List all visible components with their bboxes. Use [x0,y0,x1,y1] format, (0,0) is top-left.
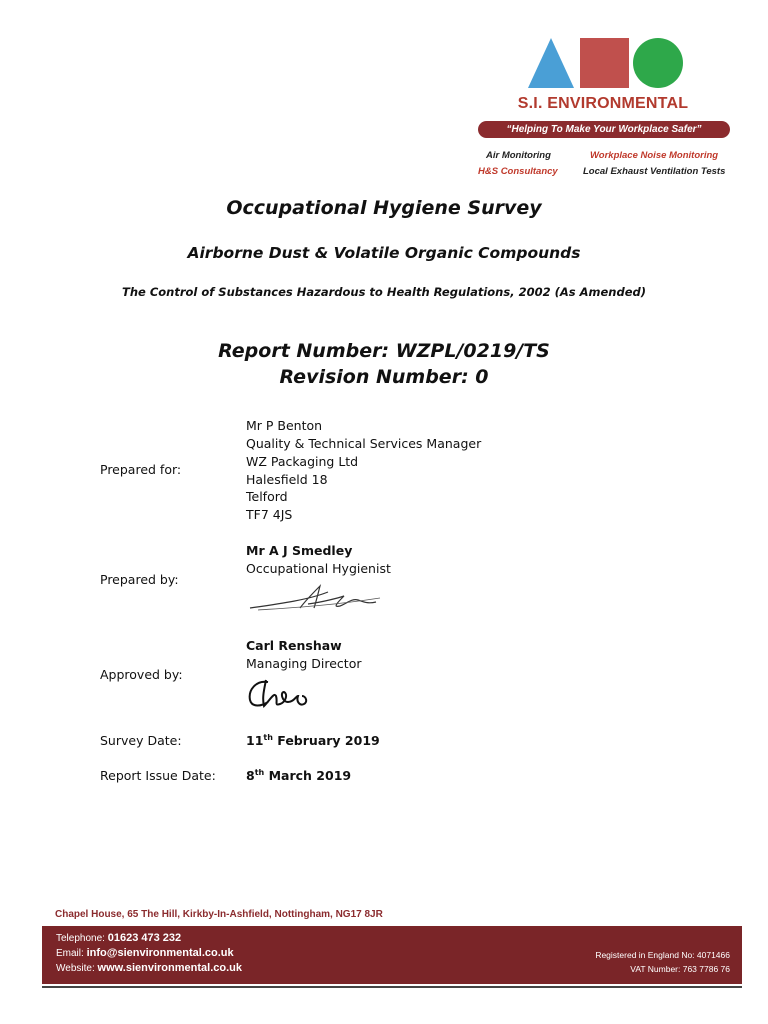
approved-by-label: Approved by: [100,667,183,682]
survey-date-value: 11th February 2019 [246,733,380,749]
logo-triangle [528,38,574,88]
footer-telephone: Telephone: 01623 473 232 [56,932,182,944]
company-logo-shapes [527,36,687,90]
prepared-by-name: Mr A J Smedley [246,543,353,558]
prepared-for-company: WZ Packaging Ltd [246,454,359,469]
service-air-monitoring: Air Monitoring [486,150,551,161]
company-slogan: “Helping To Make Your Workplace Safer” [478,121,730,138]
service-lev-tests: Local Exhaust Ventilation Tests [583,166,726,177]
prepared-for-town: Telford [246,489,288,504]
regulation-reference: The Control of Substances Hazardous to Health Regulations, 2002 (As Amended) [122,285,646,299]
document-title: Occupational Hygiene Survey [226,197,542,219]
footer-contact-band [42,926,742,984]
footer-registration: Registered in England No: 4071466 [595,950,730,960]
prepared-for-title: Quality & Technical Services Manager [246,436,482,451]
company-name: S.I. ENVIRONMENTAL [517,95,689,112]
document-subtitle: Airborne Dust & Volatile Organic Compounds [187,244,581,262]
logo-square [580,38,629,88]
footer-vat: VAT Number: 763 7786 76 [630,964,730,974]
approved-by-name: Carl Renshaw [246,638,342,653]
prepared-by-signature [248,582,382,612]
revision-number: Revision Number: 0 [279,366,489,388]
footer-email[interactable]: Email: info@sienvironmental.co.uk [56,947,234,959]
report-number: Report Number: WZPL/0219/TS [218,340,550,362]
approved-by-role: Managing Director [246,656,362,671]
logo-circle [633,38,683,88]
survey-date-label: Survey Date: [100,733,182,748]
service-hs-consultancy: H&S Consultancy [478,166,558,177]
footer-divider [42,986,742,988]
footer-website[interactable]: Website: www.sienvironmental.co.uk [56,962,242,974]
prepared-for-postcode: TF7 4JS [246,507,293,522]
prepared-for-label: Prepared for: [100,462,182,477]
approved-by-signature [246,676,310,710]
prepared-for-name: Mr P Benton [246,418,323,433]
prepared-by-role: Occupational Hygienist [246,561,391,576]
prepared-by-label: Prepared by: [100,572,179,587]
service-noise-monitoring: Workplace Noise Monitoring [590,150,719,161]
footer-address: Chapel House, 65 The Hill, Kirkby-In-Ashfield, Nottingham, NG17 8JR [55,909,383,920]
issue-date-value: 8th March 2019 [246,768,352,784]
prepared-for-address-1: Halesfield 18 [246,472,328,487]
issue-date-label: Report Issue Date: [100,768,216,783]
